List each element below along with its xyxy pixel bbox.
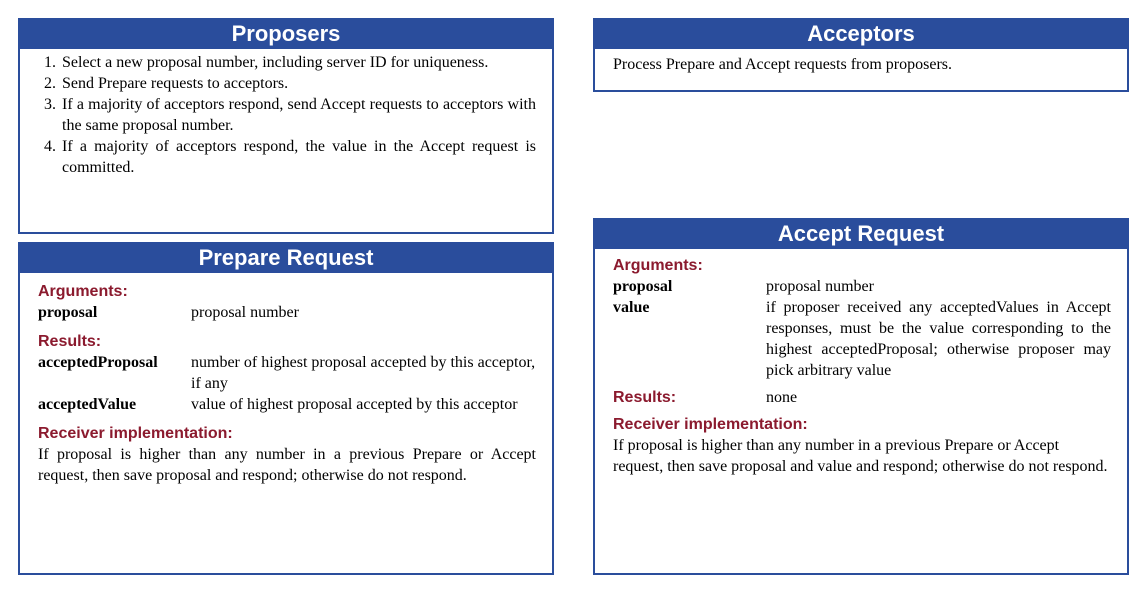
prepare-argument-name: proposal bbox=[38, 304, 98, 321]
prepare-results-label: Results: bbox=[38, 333, 102, 350]
accept-request-title: Accept Request bbox=[594, 219, 1128, 249]
accept-argument-desc: proposal number bbox=[766, 278, 874, 295]
prepare-result-name: acceptedValue bbox=[38, 396, 137, 413]
proposer-step-1: 1. Select a new proposal number, including server ID for uniqueness. bbox=[60, 52, 536, 73]
prepare-argument-desc: proposal number bbox=[191, 304, 299, 321]
proposer-step-3: 3. If a majority of acceptors respond, send Accept requests to acceptors with the same proposal number. bbox=[60, 94, 536, 136]
accept-argument-row bbox=[613, 276, 1111, 297]
accept-results-value: none bbox=[766, 389, 798, 406]
proposers-steps bbox=[20, 52, 536, 178]
prepare-result-row bbox=[38, 352, 536, 394]
accept-argument-row bbox=[613, 297, 1111, 381]
acceptors-title: Acceptors bbox=[594, 19, 1128, 49]
prepare-result-row bbox=[38, 394, 536, 415]
prepare-result-desc: value of highest proposal accepted by this acceptor bbox=[191, 396, 518, 413]
prepare-request-body bbox=[20, 273, 552, 490]
accept-receiver-text: If proposal is higher than any number in a previous Prepare or Accept request, then save proposal and value and respond; otherwise do not respond. bbox=[613, 437, 1108, 475]
prepare-receiver-label: Receiver implementation: bbox=[38, 425, 233, 442]
prepare-arguments-label: Arguments: bbox=[38, 283, 128, 300]
accept-results-row bbox=[613, 387, 1111, 408]
proposers-box bbox=[18, 18, 554, 234]
accept-arguments-label: Arguments: bbox=[613, 257, 703, 274]
prepare-result-desc: number of highest proposal accepted by this acceptor, if any bbox=[191, 354, 536, 392]
prepare-result-name: acceptedProposal bbox=[38, 354, 158, 371]
accept-argument-name: proposal bbox=[613, 278, 673, 295]
accept-argument-name: value bbox=[613, 299, 650, 316]
accept-request-box bbox=[593, 218, 1129, 575]
accept-argument-desc: if proposer received any acceptedValues in Accept responses, must be the value corresponding to the highest acceptedProposal; otherwise proposer may pick arbitrary value bbox=[766, 299, 1111, 379]
accept-receiver-label: Receiver implementation: bbox=[613, 416, 808, 433]
acceptors-box bbox=[593, 18, 1129, 92]
prepare-request-title: Prepare Request bbox=[19, 243, 553, 273]
acceptors-body bbox=[595, 49, 1127, 79]
acceptors-text: Process Prepare and Accept requests from proposers. bbox=[613, 56, 953, 73]
accept-results-label: Results: bbox=[613, 389, 677, 406]
proposers-title: Proposers bbox=[19, 19, 553, 49]
proposer-step-2: 2. Send Prepare requests to acceptors. bbox=[60, 73, 536, 94]
prepare-receiver-text: If proposal is higher than any number in a previous Prepare or Accept request, then save proposal and respond; otherwise do not respond. bbox=[38, 446, 536, 484]
accept-request-body bbox=[595, 249, 1127, 481]
proposer-step-4: 4. If a majority of acceptors respond, the value in the Accept request is committed. bbox=[60, 136, 536, 178]
prepare-argument-row bbox=[38, 302, 536, 323]
prepare-request-box bbox=[18, 242, 554, 575]
proposers-body bbox=[20, 49, 552, 182]
